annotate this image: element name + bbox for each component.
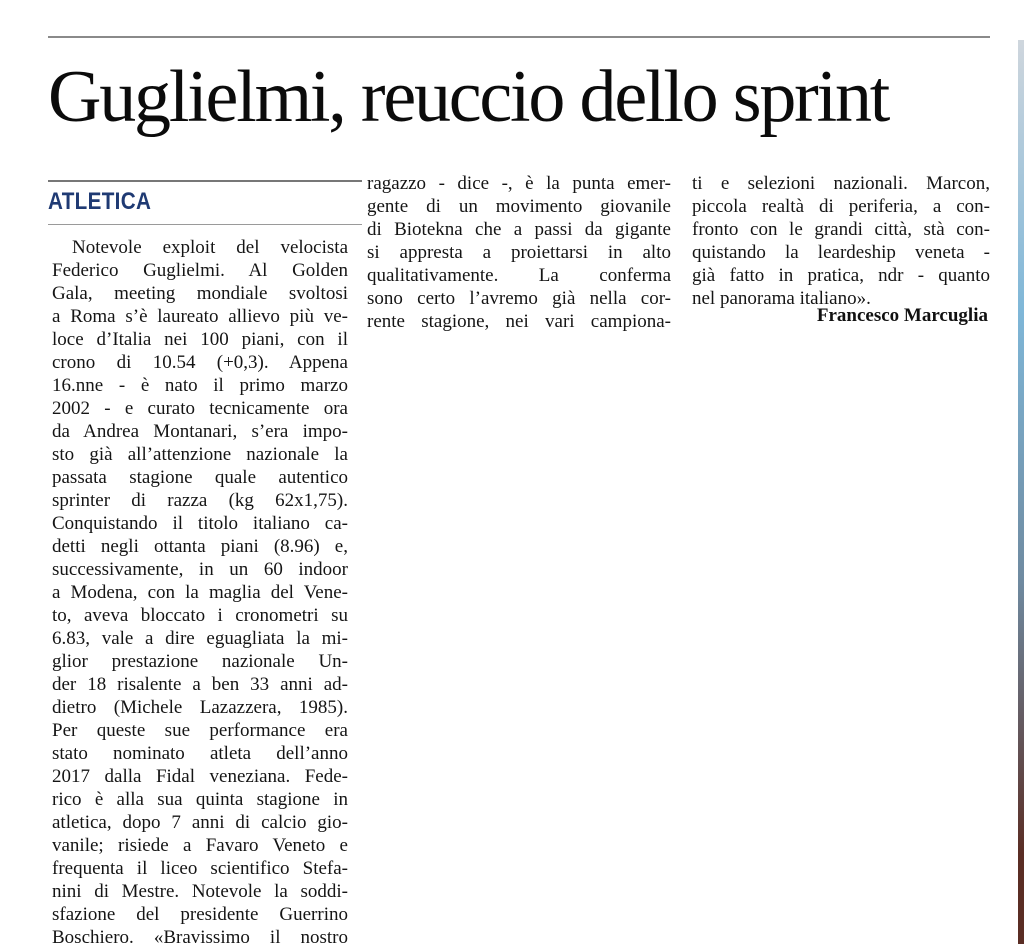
column-line: frequenta il liceo scientifico Stefa- (52, 858, 348, 879)
column-line: Boschiero. «Bravissimo il nostro (52, 927, 348, 948)
column-line: sprinter di razza (kg 62x1,75). (52, 490, 348, 511)
column-line: sto già all’attenzione nazionale la (52, 444, 348, 465)
column-line: 2017 dalla Fidal veneziana. Fede- (52, 766, 348, 787)
column-line: Gala, meeting mondiale svoltosi (52, 283, 348, 304)
column-line: 2002 - e curato tecnicamente ora (52, 398, 348, 419)
section-rule (48, 180, 362, 182)
column-line: detti negli ottanta piani (8.96) e, (52, 536, 348, 557)
column-line: fronto con le grandi città, stà con- (692, 219, 990, 240)
column-line: Per queste sue performance era (52, 720, 348, 741)
column-line: der 18 risalente a ben 33 anni ad- (52, 674, 348, 695)
column-line: nini di Mestre. Notevole la soddi- (52, 881, 348, 902)
article-column-3 (692, 172, 990, 310)
column-line: di Biotekna che a passi da gigante (367, 219, 671, 240)
column-line: passata stagione quale autentico (52, 467, 348, 488)
column-line: dietro (Michele Lazazzera, 1985). (52, 697, 348, 718)
column-line: Federico Guglielmi. Al Golden (52, 260, 348, 281)
article-column-2 (367, 172, 671, 333)
column-line: 6.83, vale a dire eguagliata la mi- (52, 628, 348, 649)
section-underline (48, 224, 362, 225)
column-line: piccola realtà di periferia, a con- (692, 196, 990, 217)
column-line: Conquistando il titolo italiano ca- (52, 513, 348, 534)
column-line: da Andrea Montanari, s’era impo- (52, 421, 348, 442)
column-line: Notevole exploit del velocista (72, 237, 348, 258)
column-line: to, aveva bloccato i cronometri su (52, 605, 348, 626)
adjacent-page-edge (1018, 40, 1024, 944)
column-line: ti e selezioni nazionali. Marcon, (692, 173, 990, 194)
column-line: stato nominato atleta dell’anno (52, 743, 348, 764)
section-label: ATLETICA (48, 188, 152, 215)
column-line: sono certo l’avremo già nella cor- (367, 288, 671, 309)
column-line: gente di un movimento giovanile (367, 196, 671, 217)
column-line: 16.nne - è nato il primo marzo (52, 375, 348, 396)
column-line: successivamente, in un 60 indoor (52, 559, 348, 580)
headline: Guglielmi, reuccio dello sprint (48, 56, 889, 138)
column-line: rente stagione, nei vari campiona- (367, 311, 671, 332)
column-line: sfazione del presidente Guerrino (52, 904, 348, 925)
column-line: si appresta a proiettarsi in alto (367, 242, 671, 263)
column-line: atletica, dopo 7 anni di calcio gio- (52, 812, 348, 833)
top-rule (48, 36, 990, 38)
column-line: quistando la leardeship veneta - (692, 242, 990, 263)
column-line: loce d’Italia nei 100 piani, con il (52, 329, 348, 350)
column-line: rico è alla sua quinta stagione in (52, 789, 348, 810)
column-line: crono di 10.54 (+0,3). Appena (52, 352, 348, 373)
column-line: a Modena, con la maglia del Vene- (52, 582, 348, 603)
column-line: qualitativamente. La conferma (367, 265, 671, 286)
author-byline: Francesco Marcuglia (816, 305, 988, 326)
column-line: glior prestazione nazionale Un- (52, 651, 348, 672)
column-line: vanile; risiede a Favaro Veneto e (52, 835, 348, 856)
column-line: nel panorama italiano». (692, 288, 871, 309)
column-line: ragazzo - dice -, è la punta emer- (367, 173, 671, 194)
article-column-1 (52, 236, 348, 949)
column-line: a Roma s’è laureato allievo più ve- (52, 306, 348, 327)
column-line: già fatto in pratica, ndr - quanto (692, 265, 990, 286)
